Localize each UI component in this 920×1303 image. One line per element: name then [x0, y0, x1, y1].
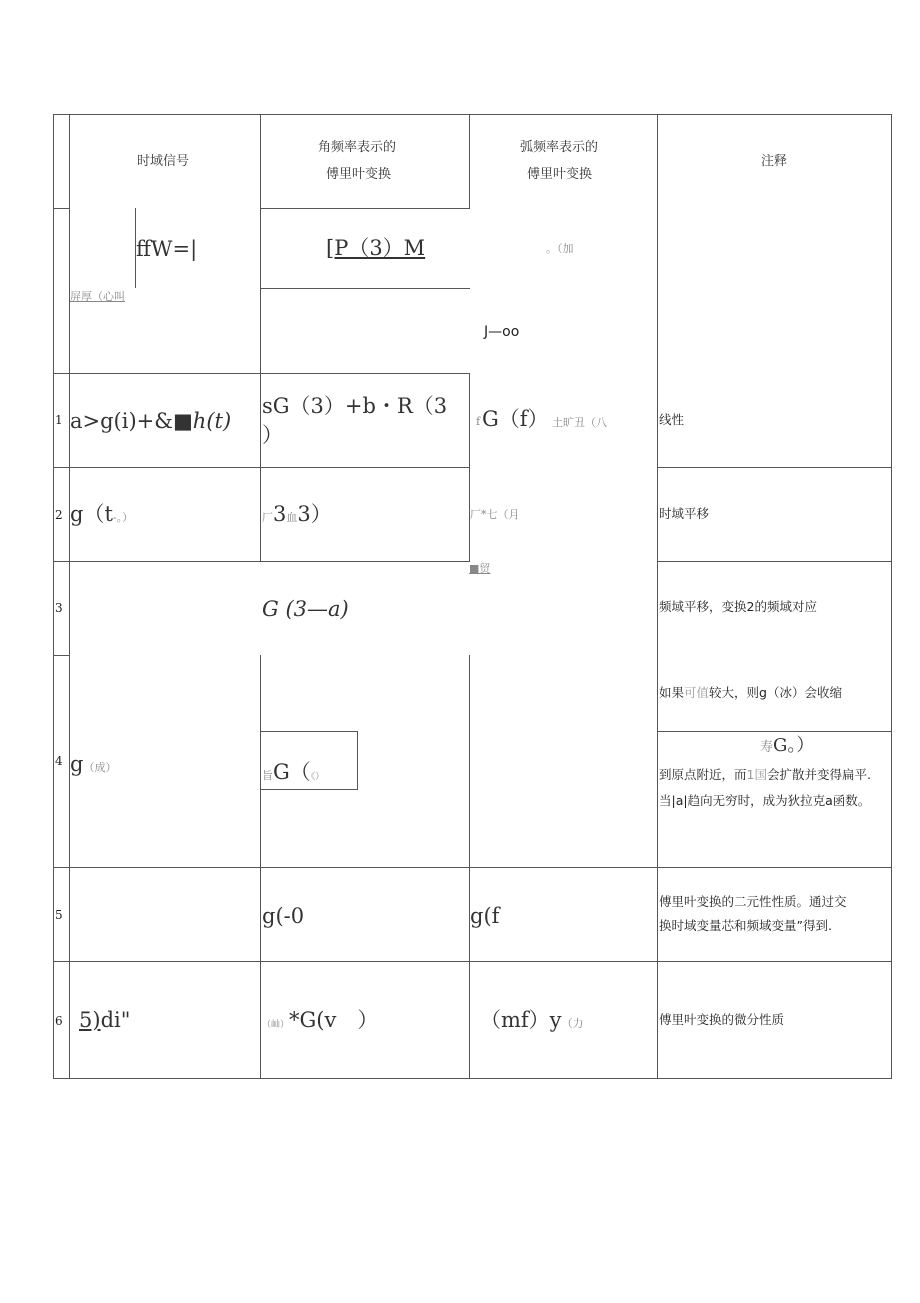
header-arc-line2: 傅里叶变换 [527, 167, 593, 182]
header-angular-line2: 傅里叶变换 [326, 167, 392, 182]
row4-time-formula [70, 754, 116, 775]
row4-note-c-pre: 到原点附近，而 [659, 767, 747, 782]
row5-note-line2: 换时域变量芯和频域变量”得到. [659, 918, 832, 933]
header-time-signal: 时域信号 [137, 154, 190, 169]
row4-angular-main: G（ [273, 760, 311, 784]
row1-angular-formula-cont: ） [262, 423, 283, 447]
row2-angular-tail: 3） [297, 502, 332, 526]
row5-note-line1: 傅里叶变换的二元性性质。通过交 [659, 894, 847, 909]
header-angular-line1: 角频率表示的 [318, 140, 397, 155]
row2-angular-main: 3 [273, 502, 287, 526]
row5-number: 5 [55, 908, 63, 922]
row0-arc-limit: J—oo [484, 324, 520, 340]
row4-note-line1 [659, 687, 842, 700]
row2-note: 时域平移 [659, 506, 710, 521]
row1-time-main: a>g(i)+&■ [70, 409, 193, 433]
row4-note-line3 [659, 769, 871, 782]
row4-note-b: G。） [773, 735, 815, 756]
row0-time-subscript: 屏厚（心叫 [70, 290, 125, 303]
row4-number: 4 [55, 754, 63, 768]
row3-note: 频域平移，变换2的频域对应 [659, 599, 817, 614]
row4-note-c-post: 会扩散并变得扁平. [766, 767, 871, 782]
row1-number: 1 [55, 413, 63, 427]
row4-note-line2 [760, 737, 814, 755]
row6-note: 傅里叶变换的微分性质 [659, 1012, 785, 1027]
row1-time-italic: h(t) [192, 409, 232, 433]
row2-angular-prefix: 厂 [262, 511, 273, 524]
row6-time-formula [79, 1010, 130, 1031]
row4-time-main: g [70, 752, 84, 776]
row0-arc-formula: 。（加 [546, 242, 574, 255]
row4-note-a-highlight: 可值 [684, 685, 710, 700]
row6-angular-prefix: （屾） [262, 1020, 290, 1030]
row2-time-small: -。） [112, 511, 134, 524]
row5-angular-formula: g(-0 [262, 904, 305, 928]
row1-arc-suffix: 土旷丑（八 [552, 416, 607, 429]
row6-number: 6 [55, 1014, 63, 1028]
row3-angular-formula: G (3—a) [262, 597, 349, 621]
row4-angular-formula [262, 762, 324, 783]
row6-time-main: 5) [79, 1008, 101, 1032]
row2-time-formula [70, 504, 133, 525]
row3-number: 3 [55, 601, 63, 615]
row4-note-a: 如果 [659, 685, 685, 700]
row4-note-c-highlight: 1国 [746, 767, 767, 782]
row3-arc-formula: ■贸 [469, 562, 491, 575]
row4-note-line4: 当|a|趋向无穷时，成为狄拉克a函数。 [659, 793, 871, 808]
header-arc-line1: 弧频率表示的 [520, 140, 599, 155]
row2-angular-mid: 血 [286, 511, 298, 524]
row6-arc-formula [480, 1010, 584, 1031]
row0-angular-formula: [P（3）M [326, 236, 426, 260]
header-notes: 注释 [761, 154, 788, 169]
row2-time-main: g（t [70, 502, 113, 526]
row2-number: 2 [55, 508, 63, 522]
row4-angular-suffix: 《） [310, 772, 325, 782]
row6-arc-main: （mf）y [480, 1008, 562, 1032]
row1-arc-prefix: f [476, 415, 481, 428]
row6-arc-suffix: （力 [561, 1017, 584, 1030]
row1-time-formula [70, 411, 231, 432]
row0-time-formula: ffW=| [136, 237, 198, 261]
row4-note-b-prefix: 寿 [760, 740, 774, 755]
row4-angular-prefix: 旨 [262, 769, 273, 782]
row1-angular-formula: sG（3）+b・R（3 [262, 394, 448, 418]
row4-time-small: （成） [83, 761, 117, 774]
row4-note-a-rest: 较大，则g（冰）会收缩 [709, 685, 842, 700]
row2-angular-formula [262, 504, 332, 525]
row1-note: 线性 [659, 412, 685, 427]
row6-angular-main: *G(v ） [289, 1008, 379, 1032]
row6-time-rest: di" [100, 1008, 131, 1032]
row2-arc-formula: 厂*七（月 [470, 508, 520, 521]
row1-arc-formula: G（f） [482, 407, 549, 431]
row5-arc-formula: g(f [470, 904, 500, 928]
row6-angular-formula [262, 1010, 378, 1031]
